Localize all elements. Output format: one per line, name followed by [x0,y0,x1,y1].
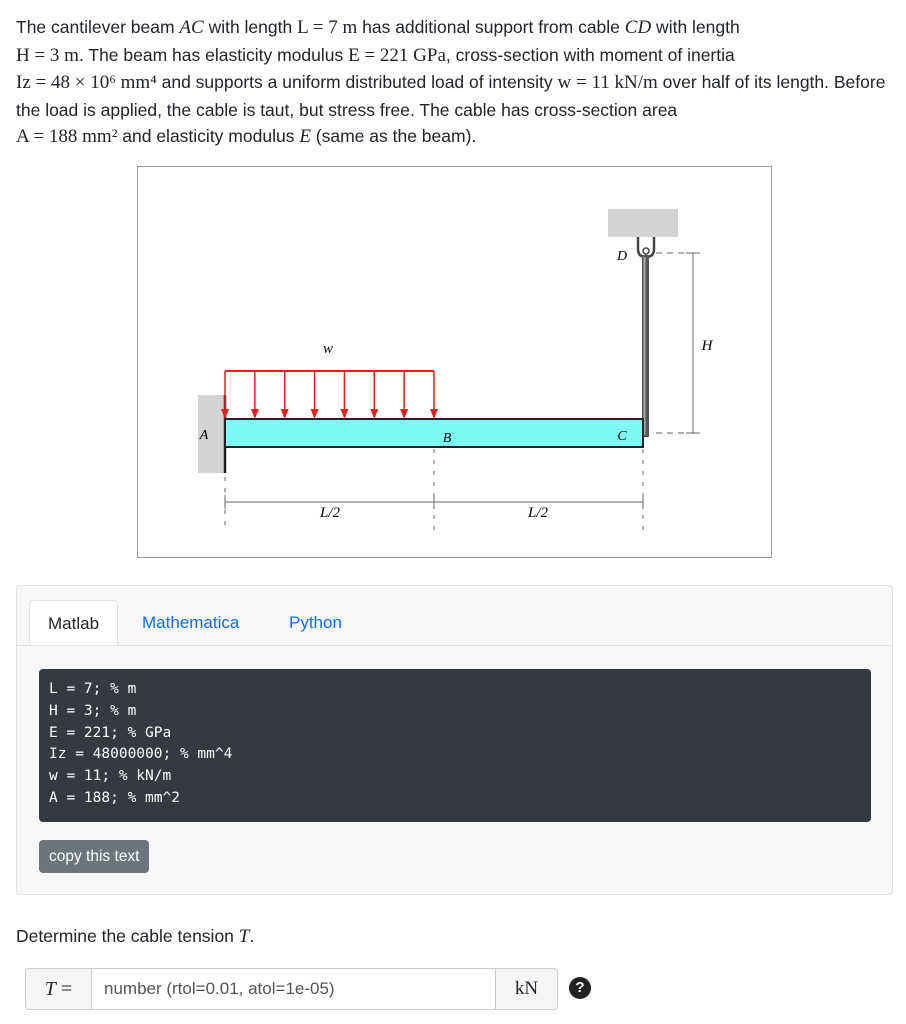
problem-text: (same as the beam). [310,126,477,146]
problem-text: and elasticity modulus [117,126,300,146]
problem-text: with length [651,17,740,37]
load-arrow-head [340,409,348,419]
math-beam-ac: AC [179,17,204,38]
problem-text: with length [203,17,298,37]
copy-text-button[interactable]: copy this text [39,840,149,873]
problem-text: The cantilever beam [16,17,180,37]
code-block [39,669,871,822]
code-line: Iz = 48000000; % mm^4 [49,746,233,763]
math-area-a: A = 188 mm² [16,126,118,147]
answer-label [25,968,92,1010]
load-arrow-head [311,409,319,419]
math-height-h: H = 3 m [16,44,79,66]
question-end: . [249,926,255,946]
tab-python[interactable]: Python [289,613,342,632]
problem-text: and supports a uniform distributed load of intensity [156,72,558,92]
label-a: A [199,428,209,443]
question-text [16,923,254,950]
tab-matlab[interactable]: Matlab [29,600,118,646]
answer-var: T [44,978,56,1000]
code-line: L = 7; % m [49,681,137,697]
label-w: w [322,341,334,357]
ceiling-support [608,209,678,237]
label-l2-left: L/2 [319,505,341,521]
load-arrow-head [400,409,408,419]
math-length-l: L = 7 m [297,17,358,38]
math-load-w: w = 11 kN/m [557,72,658,93]
code-card [16,585,893,895]
problem-statement [16,14,896,151]
cable-highlight [644,257,646,435]
question-label: Determine the cable tension [16,926,239,946]
cable-pin [643,248,649,254]
label-h: H [701,338,713,354]
math-e: E [299,126,311,147]
code-line: E = 221; % GPa [49,724,172,741]
code-line: w = 11; % kN/m [49,768,172,785]
help-icon[interactable]: ? [569,977,591,999]
answer-input[interactable] [92,968,496,1010]
label-c: C [617,429,627,444]
load-arrow-head [281,409,289,419]
load-arrow-head [370,409,378,419]
tab-divider [17,645,892,646]
problem-text: , cross-section with moment of inertia [445,44,735,65]
load-arrow-head [251,409,259,419]
problem-text: . The beam has elasticity modulus [78,44,349,65]
code-line: H = 3; % m [49,702,137,719]
label-b: B [442,431,452,446]
question-var: T [238,926,250,947]
math-modulus-e: E = 221 GPa [348,44,446,66]
beam-ac [225,419,643,447]
math-inertia-iz: Iz = 48 × 10⁶ mm⁴ [16,72,157,93]
math-cable-cd: CD [624,17,652,38]
problem-text: has additional support from cable [357,17,625,37]
load-arrows [221,371,438,419]
beam-figure [137,166,772,558]
code-line: A = 188; % mm^2 [49,789,180,806]
label-d: D [616,249,628,264]
answer-group [25,968,585,1010]
problem-text: over half of its length. Before the load is applied, the cable is taut, but stress free. The cable has cross-section area [16,72,886,120]
answer-eq: = [55,978,73,1000]
tab-mathematica[interactable]: Mathematica [142,613,240,632]
beam-diagram [138,167,773,559]
label-l2-right: L/2 [527,505,549,521]
answer-unit: kN [495,968,558,1010]
